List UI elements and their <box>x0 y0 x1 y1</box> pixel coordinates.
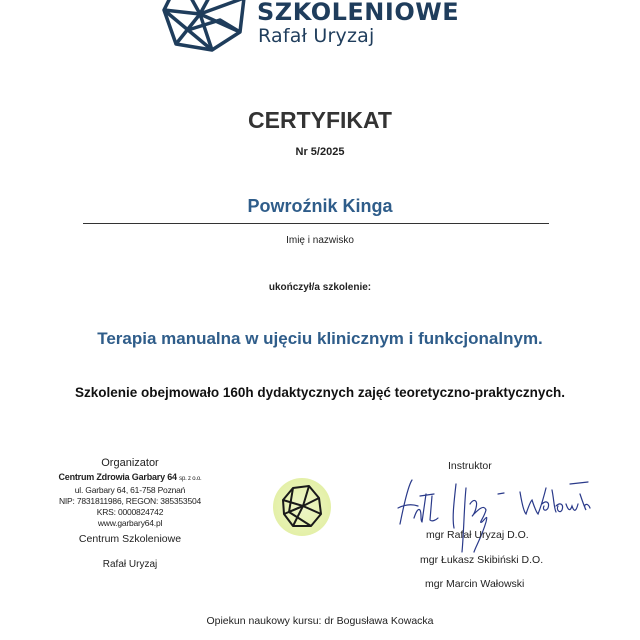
instructor-signatures <box>392 474 592 554</box>
polygon-network-logo-icon <box>160 0 248 52</box>
seal-stamp <box>273 478 331 536</box>
organizer-block <box>40 457 220 570</box>
company-suffix: sp. z o.o. <box>179 476 202 482</box>
brand-name: SZKOLENIOWE <box>257 0 460 26</box>
certificate-number: Nr 5/2025 <box>295 146 345 158</box>
organizer-person: Rafał Uryzaj <box>102 559 158 570</box>
organizer-company <box>40 472 220 485</box>
polygon-network-seal-icon <box>281 484 323 530</box>
organizer-centre: Centrum Szkoleniowe <box>78 533 182 545</box>
instructor-name-3: mgr Marcin Wałowski <box>425 578 525 590</box>
course-description: Szkolenie obejmowało 160h dydaktycznych zajęć teoretyczno-praktycznych. <box>75 385 565 400</box>
organizer-krs: KRS: 0000824742 <box>96 507 164 517</box>
name-caption: Imię i nazwisko <box>286 235 354 246</box>
organizer-heading: Organizator <box>101 457 159 469</box>
organizer-website: www.garbary64.pl <box>97 518 163 528</box>
instructor-name-2: mgr Łukasz Skibiński D.O. <box>420 554 544 566</box>
completed-label: ukończył/a szkolenie: <box>268 282 372 293</box>
brand-owner: Rafał Uryzaj <box>258 25 375 47</box>
certificate-title: CERTYFIKAT <box>248 107 392 133</box>
scientific-supervisor: Opiekun naukowy kursu: dr Bogusława Kowacka <box>206 615 434 627</box>
recipient-name: Powroźnik Kinga <box>247 196 393 216</box>
course-title: Terapia manualna w ujęciu klinicznym i funkcjonalnym. <box>97 329 543 348</box>
company-name: Centrum Zdrowia Garbary 64 <box>58 472 177 482</box>
organizer-address: ul. Garbary 64, 61-758 Poznań <box>74 485 186 495</box>
instructor-heading: Instruktor <box>448 460 492 472</box>
name-divider <box>83 223 549 224</box>
organizer-ids: NIP: 7831811986, REGON: 385353504 <box>58 496 202 506</box>
instructor-name-1: mgr Rafał Uryzaj D.O. <box>426 529 529 541</box>
